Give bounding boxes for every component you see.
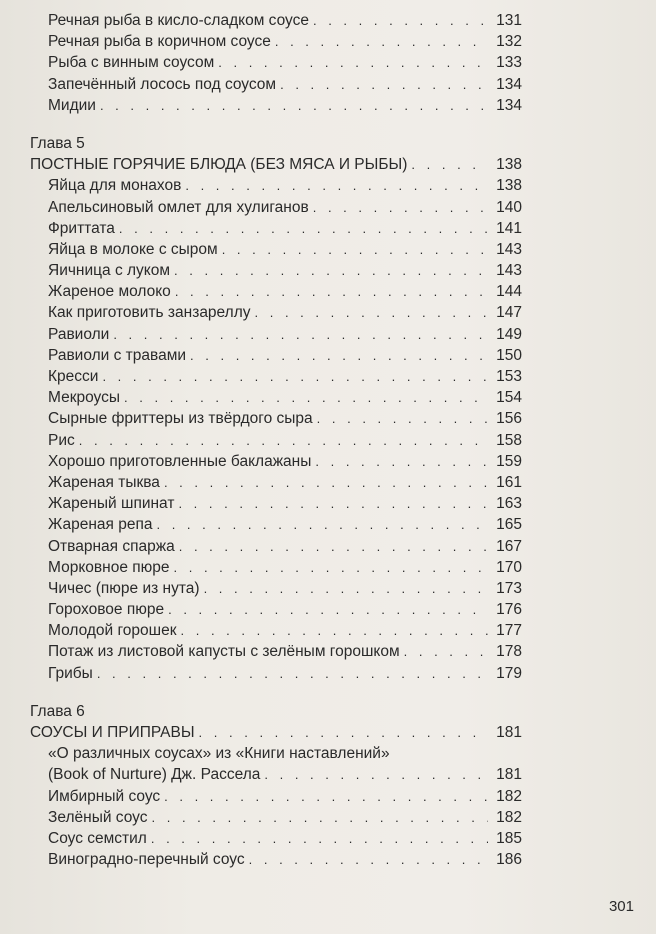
toc-entry-page: 161 xyxy=(496,473,522,491)
toc-entry xyxy=(30,578,522,599)
toc-entry xyxy=(30,260,522,281)
toc-entry-title: Речная рыба в кисло-сладком соусе xyxy=(48,12,309,29)
dot-leader xyxy=(100,95,488,116)
toc-entry-title: Как приготовить занзареллу xyxy=(48,304,251,322)
toc-entry-title: Жареная репа xyxy=(48,516,153,534)
toc-entry xyxy=(30,345,522,366)
dot-leader xyxy=(313,10,488,31)
toc-entry-page: 143 xyxy=(496,262,522,280)
chapter-heading xyxy=(30,133,522,154)
toc-entry-page: 150 xyxy=(496,346,522,364)
toc-entry-page: 154 xyxy=(496,389,522,407)
toc-entry-title: Равиоли xyxy=(48,325,110,343)
toc-entry xyxy=(30,536,522,557)
toc-entry-title: Морковное пюре xyxy=(48,558,170,576)
toc-entry-page: 143 xyxy=(496,240,522,258)
toc-entry xyxy=(30,514,522,535)
toc-entry xyxy=(30,408,522,429)
dot-leader xyxy=(174,260,488,281)
dot-leader xyxy=(315,451,488,472)
toc-entry xyxy=(30,197,522,218)
toc-entry xyxy=(30,95,522,116)
section-title-page: 181 xyxy=(496,724,522,741)
toc-entry xyxy=(30,74,522,95)
toc-entry-title: Речная рыба в коричном соусе xyxy=(48,33,271,51)
toc-entry-page: 182 xyxy=(496,787,522,805)
toc-entry-title: Гороховое пюре xyxy=(48,601,165,619)
toc-entry-title: Грибы xyxy=(48,664,93,682)
dot-leader xyxy=(179,536,488,557)
toc-entry-page: 149 xyxy=(496,325,522,343)
toc-entry-title: Запечённый лосось под соусом xyxy=(48,75,277,93)
toc-entry xyxy=(30,557,522,578)
toc-entry xyxy=(30,302,522,323)
dot-leader xyxy=(178,493,488,514)
toc-entry xyxy=(30,493,522,514)
toc-entry-title: Фриттата xyxy=(48,219,115,237)
toc-entry-page: 156 xyxy=(496,410,522,428)
section-title-page: 138 xyxy=(496,156,522,174)
dot-leader xyxy=(255,302,489,323)
chapter-heading-text: Глава 6 xyxy=(30,702,85,720)
chapter-heading-text: Глава 5 xyxy=(30,134,85,152)
table-of-contents xyxy=(30,10,522,870)
dot-leader xyxy=(313,197,488,218)
toc-entry-title: Соус семстил xyxy=(48,829,147,847)
toc-entry-page: 167 xyxy=(496,537,522,555)
dot-leader xyxy=(222,239,488,260)
toc-entry-title: Имбирный соус xyxy=(48,787,161,805)
toc-entry xyxy=(30,387,522,408)
toc-entry-title: Сырные фриттеры из твёрдого сыра xyxy=(48,410,313,428)
dot-leader xyxy=(151,828,488,849)
dot-leader xyxy=(204,578,488,599)
toc-entry-title: Жареная тыква xyxy=(48,473,160,491)
toc-entry-title: Яйца для монахов xyxy=(48,177,182,195)
dot-leader xyxy=(317,408,488,429)
dot-leader xyxy=(280,74,488,95)
toc-entry-title: Виноградно-перечный соус xyxy=(48,851,245,869)
toc-entry-page: 132 xyxy=(496,33,522,51)
toc-entry-page: 173 xyxy=(496,579,522,597)
toc-entry-title: Отварная спаржа xyxy=(48,537,175,555)
dot-leader xyxy=(102,366,488,387)
toc-entry xyxy=(30,175,522,196)
toc-entry-page: 165 xyxy=(496,516,522,534)
dot-leader xyxy=(79,430,488,451)
toc-entry xyxy=(30,849,522,870)
toc-entry xyxy=(30,828,522,849)
dot-leader xyxy=(174,557,488,578)
toc-entry-title: Жареное молоко xyxy=(48,283,171,301)
toc-entry xyxy=(30,31,522,52)
toc-entry xyxy=(30,366,522,387)
toc-entry-title: Жареный шпинат xyxy=(48,495,175,513)
toc-entry-page: 179 xyxy=(496,664,522,682)
toc-entry xyxy=(30,52,522,73)
toc-entry xyxy=(30,10,522,31)
dot-leader xyxy=(199,722,488,743)
dot-leader xyxy=(164,786,488,807)
toc-entry-page: 133 xyxy=(496,54,522,72)
toc-entry xyxy=(30,599,522,620)
chapter-heading xyxy=(30,701,522,722)
toc-entry xyxy=(30,743,522,764)
section-title xyxy=(30,154,522,175)
toc-entry-page: 182 xyxy=(496,808,522,826)
toc-entry-page: 153 xyxy=(496,368,522,385)
dot-leader xyxy=(190,345,488,366)
toc-entry-title: Хорошо приготовленные баклажаны xyxy=(48,452,312,470)
dot-leader xyxy=(152,807,489,828)
dot-leader xyxy=(113,324,488,345)
toc-entry-page: 131 xyxy=(496,12,522,29)
toc-entry-page: 185 xyxy=(496,829,522,847)
toc-entry xyxy=(30,218,522,239)
toc-entry xyxy=(30,663,522,684)
toc-entry-page: 138 xyxy=(496,177,522,195)
dot-leader xyxy=(218,52,488,73)
section-title-title: СОУСЫ И ПРИПРАВЫ xyxy=(30,724,195,741)
toc-entry xyxy=(30,641,522,662)
toc-entry-title: Равиоли с травами xyxy=(48,346,187,364)
section-title-title: ПОСТНЫЕ ГОРЯЧИЕ БЛЮДА (БЕЗ МЯСА И РЫБЫ) xyxy=(30,156,408,174)
toc-entry-page: 163 xyxy=(496,495,522,513)
dot-leader xyxy=(185,175,488,196)
toc-entry-title: «О различных соусах» из «Книги наставлений» xyxy=(48,745,390,763)
dot-leader xyxy=(97,663,488,684)
toc-entry-page: 176 xyxy=(496,601,522,619)
toc-entry-title: Кресси xyxy=(48,368,99,385)
toc-entry-page: 134 xyxy=(496,96,522,114)
toc-entry-page: 186 xyxy=(496,851,522,869)
dot-leader xyxy=(404,641,488,662)
toc-entry-title: Потаж из листовой капусты с зелёным горошком xyxy=(48,643,400,661)
dot-leader xyxy=(411,154,488,175)
dot-leader xyxy=(164,472,488,493)
section-title xyxy=(30,722,522,743)
toc-entry-page: 140 xyxy=(496,198,522,216)
toc-entry xyxy=(30,807,522,828)
dot-leader xyxy=(156,514,488,535)
toc-entry-title: Яйца в молоке с сыром xyxy=(48,240,218,258)
toc-entry-title: Рыба с винным соусом xyxy=(48,54,215,72)
toc-entry xyxy=(30,620,522,641)
toc-entry-title: Яичница с луком xyxy=(48,262,171,280)
toc-entry-page: 141 xyxy=(496,219,522,237)
toc-entry-page: 134 xyxy=(496,75,522,93)
toc-entry-page: 177 xyxy=(496,622,522,640)
dot-leader xyxy=(168,599,488,620)
toc-entry-page: 158 xyxy=(496,431,522,449)
toc-entry-title: Зелёный соус xyxy=(48,808,148,826)
toc-entry-page: 181 xyxy=(496,766,522,784)
toc-entry-title: Мекроусы xyxy=(48,389,121,407)
toc-entry-title: Чичес (пюре из нута) xyxy=(48,579,200,597)
toc-entry xyxy=(30,324,522,345)
dot-leader xyxy=(181,620,488,641)
toc-entry-title: Мидии xyxy=(48,96,96,114)
page-number: 301 xyxy=(608,898,634,915)
dot-leader xyxy=(119,218,488,239)
dot-leader xyxy=(124,387,488,408)
toc-entry xyxy=(30,472,522,493)
toc-entry xyxy=(30,430,522,451)
toc-entry-title: Рис xyxy=(48,431,75,449)
toc-entry xyxy=(30,451,522,472)
toc-entry-title: Молодой горошек xyxy=(48,622,177,640)
toc-entry xyxy=(30,281,522,302)
dot-leader xyxy=(264,764,488,785)
toc-entry-page: 178 xyxy=(496,643,522,661)
toc-entry-title: Апельсиновый омлет для хулиганов xyxy=(48,198,309,216)
toc-entry-page: 170 xyxy=(496,558,522,576)
toc-entry-page: 159 xyxy=(496,452,522,470)
toc-entry-page: 147 xyxy=(496,304,522,322)
toc-entry-page: 144 xyxy=(496,283,522,301)
dot-leader xyxy=(249,849,488,870)
dot-leader xyxy=(275,31,488,52)
toc-entry-title: (Book of Nurture) Дж. Рассела xyxy=(48,766,261,784)
toc-entry xyxy=(30,764,522,785)
toc-entry xyxy=(30,239,522,260)
toc-entry xyxy=(30,786,522,807)
dot-leader xyxy=(175,281,488,302)
